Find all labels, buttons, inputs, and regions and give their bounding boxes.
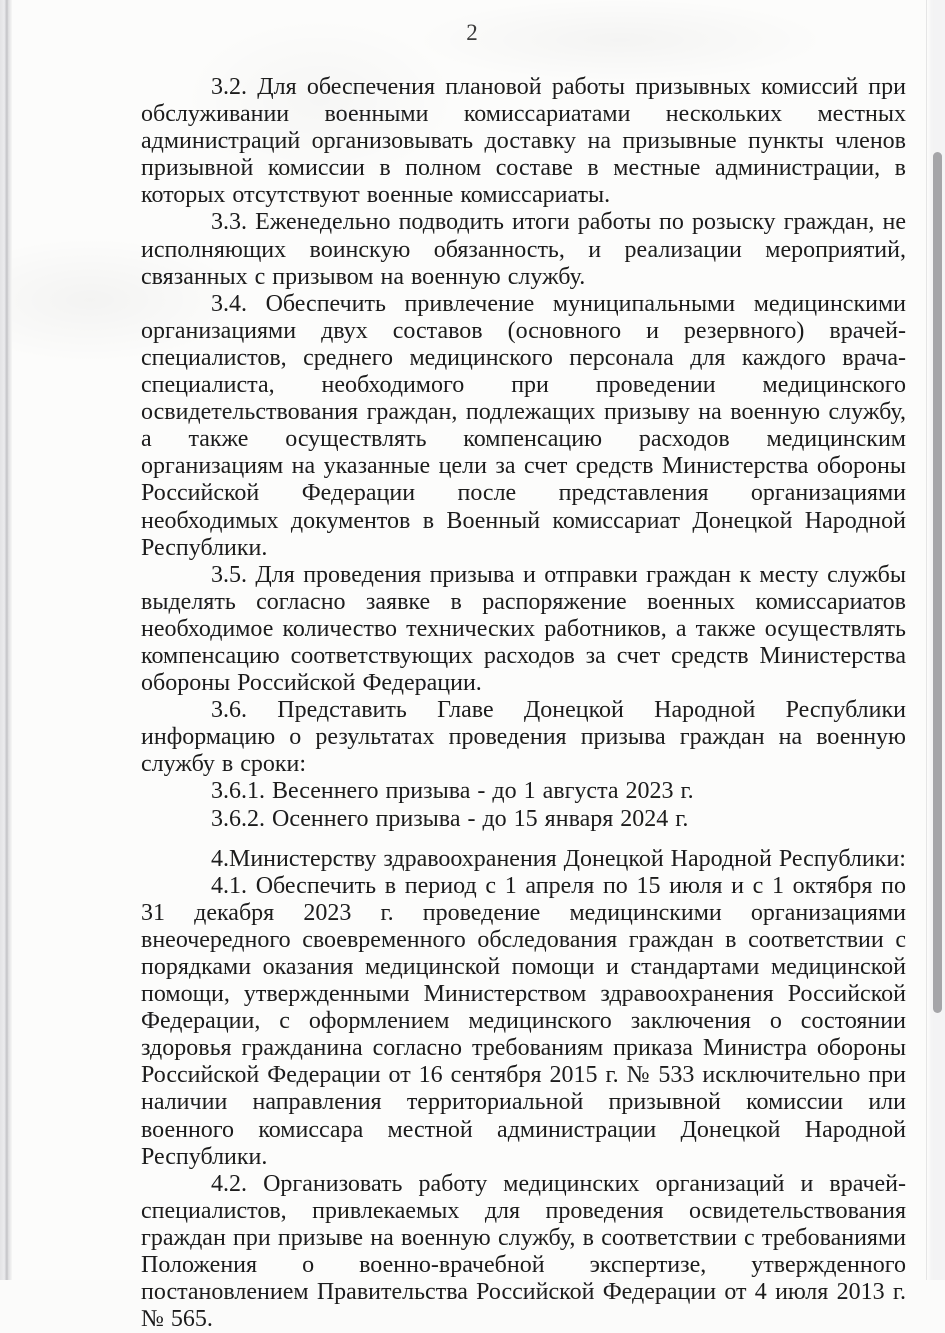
scrollbar-track[interactable]	[926, 0, 945, 1280]
page-number: 2	[0, 20, 945, 46]
paragraph-3-6: 3.6. Представить Главе Донецкой Народной Республики информацию о результатах проведения призыва граждан на военную службу в сроки:	[141, 697, 906, 778]
paragraph-4-1: 4.1. Обеспечить в период с 1 апреля по 15 июля и с 1 октября по 31 декабря 2023 г. проведение медицинскими организациями внеочередного своевременного обследования граждан в соответствии с порядками оказания медицинской помощи и стандартами медицинской помощи, утвержденными Министерством здравоохранения Российской Федерации, с оформлением медицинского заключения о состоянии здоровья гражданина согласно требованиям приказа Министра обороны Российской Федерации от 16 сентября 2015 г. № 533 исключительно при наличии направления территориальной призывной комиссии или военного комиссара местной администрации Донецкой Народной Республики.	[141, 873, 906, 1171]
paragraph-4: 4.Министерству здравоохранения Донецкой Народной Республики:	[141, 846, 906, 873]
paragraph-3-4: 3.4. Обеспечить привлечение муниципальными медицинскими организациями двух составов (основного и резервного) врачей-специалистов, среднего медицинского персонала для каждого врача-специалиста, необходимого при проведении медицинского освидетельствования граждан, подлежащих призыву на военную службу, а также осуществлять компенсацию расходов медицинским организациям на указанные цели за счет средств Министерства обороны Российской Федерации после представления организациями необходимых документов в Военный комиссариат Донецкой Народной Республики.	[141, 291, 906, 562]
document-body	[141, 74, 906, 1333]
paragraph-4-2: 4.2. Организовать работу медицинских организаций и врачей-специалистов, привлекаемых для проведения освидетельствования граждан при призыве на военную службу, в соответствии с требованиями Положения о военно-врачебной экспертизе, утвержденного постановлением Правительства Российской Федерации от 4 июля 2013 г. № 565.	[141, 1171, 906, 1333]
page-left-edge-shadow	[0, 0, 12, 1280]
paragraph-3-3: 3.3. Еженедельно подводить итоги работы по розыску граждан, не исполняющих воинскую обязанность, и реализации мероприятий, связанных с призывом на военную службу.	[141, 209, 906, 290]
paragraph-3-5: 3.5. Для проведения призыва и отправки граждан к месту службы выделять согласно заявке в распоряжение военных комиссариатов необходимое количество технических работников, а также осуществлять компенсацию соответствующих расходов за счет средств Министерства обороны Российской Федерации.	[141, 562, 906, 697]
paragraph-3-2: 3.2. Для обеспечения плановой работы призывных комиссий при обслуживании военными комиссариатами нескольких местных администраций организовывать доставку на призывные пункты членов призывной комиссии в полном составе в местные администрации, в которых отсутствуют военные комиссариаты.	[141, 74, 906, 209]
paragraph-3-6-1: 3.6.1. Весеннего призыва - до 1 августа 2023 г.	[141, 778, 906, 805]
paragraph-3-6-2: 3.6.2. Осеннего призыва - до 15 января 2024 г.	[141, 806, 906, 833]
scrollbar-thumb[interactable]	[933, 152, 942, 1013]
